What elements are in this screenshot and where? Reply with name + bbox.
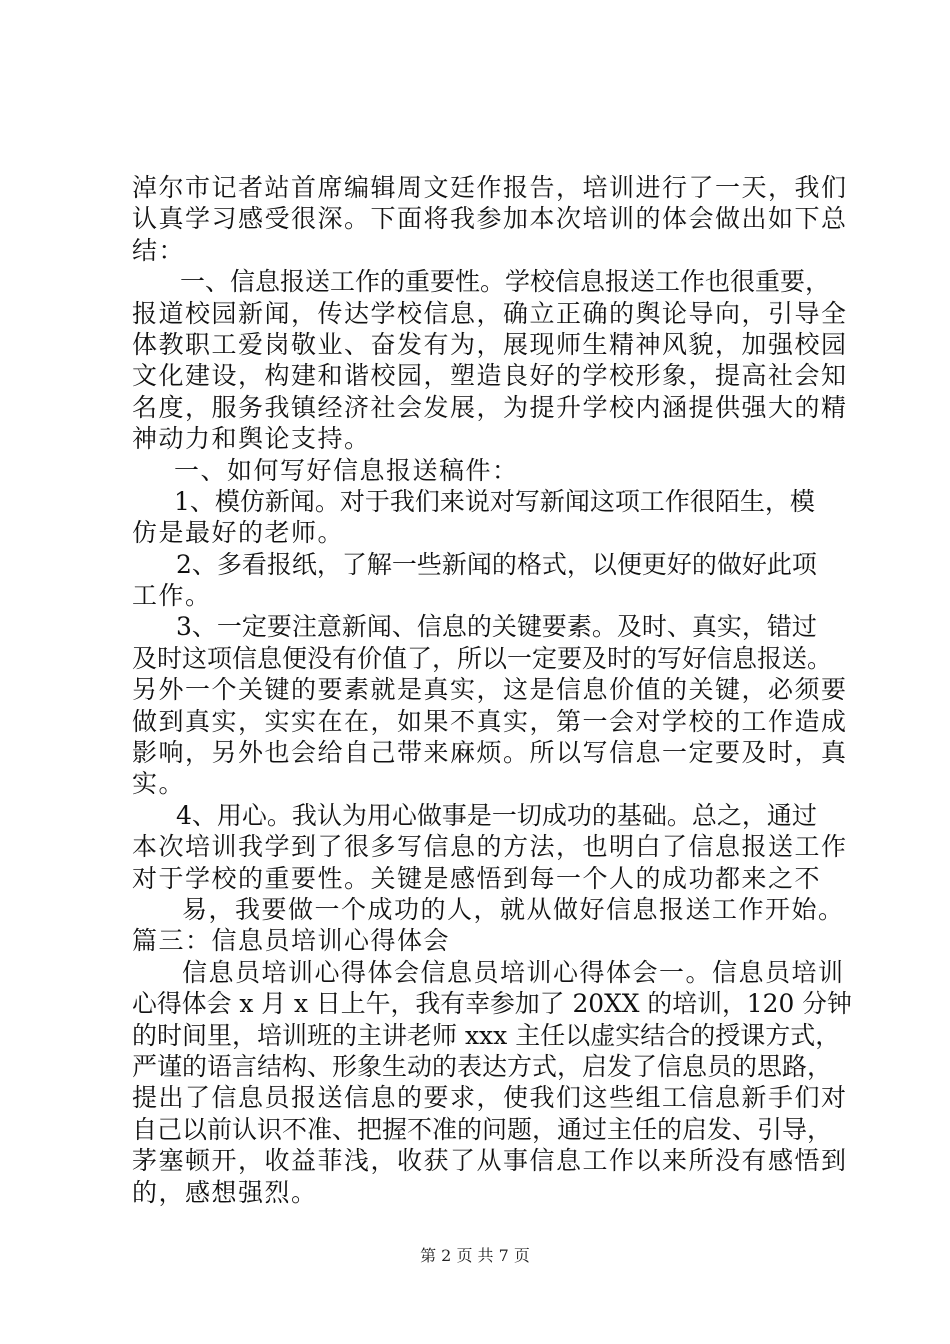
text-line: 认真学习感受很深。下面将我参加本次培训的体会做出如下总 <box>132 204 848 234</box>
text-line: 的时间里，培训班的主讲老师 xxx 主任以虚实结合的授课方式， <box>132 1020 841 1050</box>
page-footer: 第 2 页 共 7 页 <box>420 1246 530 1265</box>
text-line: 易，我要做一个成功的人，就从做好信息报送工作开始。 <box>182 894 845 924</box>
text-line: 心得体会 x 月 x 日上午，我有幸参加了 20XX 的培训，120 分钟 <box>132 989 852 1019</box>
text-line: 茅塞顿开，收益菲浅，收获了从事信息工作以来所没有感悟到 <box>132 1146 848 1176</box>
text-line: 3、一定要注意新闻、信息的关键要素。及时、真实，错过 <box>176 612 817 642</box>
text-line: 自己以前认识不准、把握不准的问题，通过主任的启发、引导， <box>132 1114 833 1144</box>
text-line: 淖尔市记者站首席编辑周文廷作报告，培训进行了一天，我们 <box>132 173 848 202</box>
text-line: 2、多看报纸，了解一些新闻的格式，以便更好的做好此项 <box>176 549 817 579</box>
text-line: 神动力和舆论支持。 <box>132 424 371 454</box>
text-line: 篇三：信息员培训心得体会 <box>132 926 451 956</box>
text-line: 影响，另外也会给自己带来麻烦。所以写信息一定要及时，真 <box>132 738 848 768</box>
text-line: 仿是最好的老师。 <box>132 518 345 548</box>
text-line: 信息员培训心得体会信息员培训心得体会一。信息员培训 <box>182 957 845 987</box>
text-line: 实。 <box>132 769 186 799</box>
text-line: 严谨的语言结构、形象生动的表达方式，启发了信息员的思路， <box>132 1051 833 1081</box>
text-line: 一、如何写好信息报送稿件： <box>174 455 519 485</box>
text-line: 名度，服务我镇经济社会发展，为提升学校内涵提供强大的精 <box>132 392 848 422</box>
text-line: 对于学校的重要性。关键是感悟到每一个人的成功都来之不 <box>132 863 822 893</box>
text-line: 1、模仿新闻。对于我们来说对写新闻这项工作很陌生，模 <box>174 486 815 516</box>
text-line: 的，感想强烈。 <box>132 1177 318 1207</box>
text-line: 提出了信息员报送信息的要求，使我们这些组工信息新手们对 <box>132 1083 848 1113</box>
text-line: 报道校园新闻，传达学校信息，确立正确的舆论导向，引导全 <box>132 298 848 328</box>
text-line: 工作。 <box>132 581 212 611</box>
text-line: 另外一个关键的要素就是真实，这是信息价值的关键，必须要 <box>132 675 848 705</box>
text-line: 做到真实，实实在在，如果不真实，第一会对学校的工作造成 <box>132 706 848 736</box>
text-line: 4、用心。我认为用心做事是一切成功的基础。总之，通过 <box>176 800 817 830</box>
text-line: 本次培训我学到了很多写信息的方法，也明白了信息报送工作 <box>132 832 848 862</box>
text-line: 体教职工爱岗敬业、奋发有为，展现师生精神风貌，加强校园 <box>132 329 848 359</box>
text-line: 文化建设，构建和谐校园，塑造良好的学校形象，提高社会知 <box>132 361 848 391</box>
text-line: 结： <box>132 235 186 265</box>
document-body <box>132 172 852 1208</box>
text-line: 及时这项信息便没有价值了，所以一定要及时的写好信息报送。 <box>132 643 833 673</box>
text-line: 一、信息报送工作的重要性。学校信息报送工作也很重要， <box>180 267 831 297</box>
